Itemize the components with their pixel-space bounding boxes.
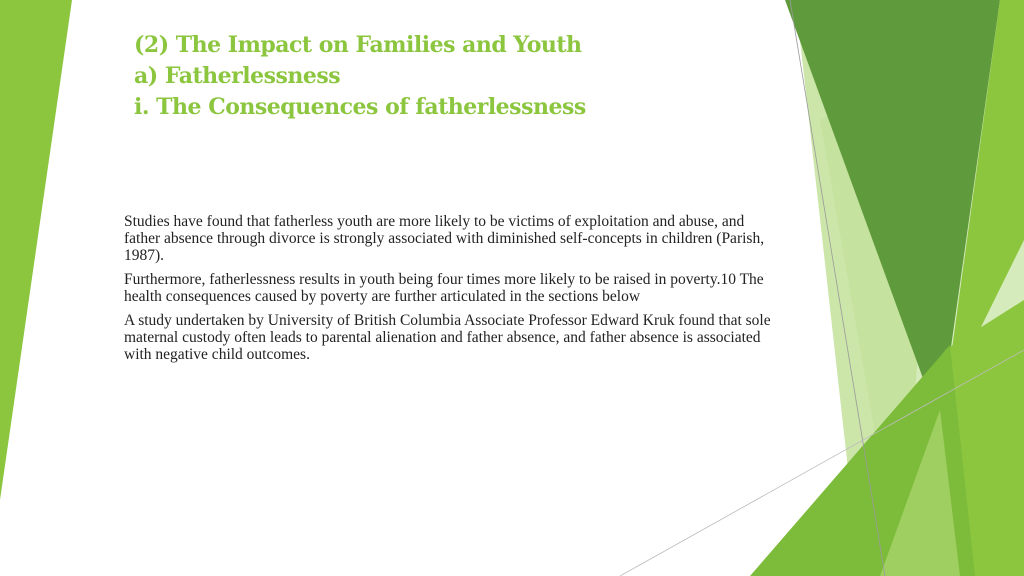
title-line-3: i. The Consequences of fatherlessness (134, 94, 586, 120)
body-paragraph-2: Furthermore, fatherlessness results in youth being four times more likely to be raised in poverty.10 The health consequences caused by poverty are further articulated in the sections below (124, 271, 764, 305)
slide-title (134, 30, 734, 123)
body-paragraph-3: A study undertaken by University of British Columbia Associate Professor Edward Kruk found that sole maternal custody often leads to parental alienation and father absence, and father absence is associated with negative child outcomes. (124, 312, 771, 363)
title-line-2: a) Fatherlessness (134, 63, 341, 89)
left-green-shape (0, 0, 72, 500)
title-line-1: (2) The Impact on Families and Youth (134, 32, 582, 58)
body-paragraph-1: Studies have found that fatherless youth are more likely to be victims of exploitation and abuse, and father absence through divorce is strongly associated with diminished self-concepts in children (Parish, 1987). (124, 213, 765, 264)
slide-body (124, 213, 784, 370)
